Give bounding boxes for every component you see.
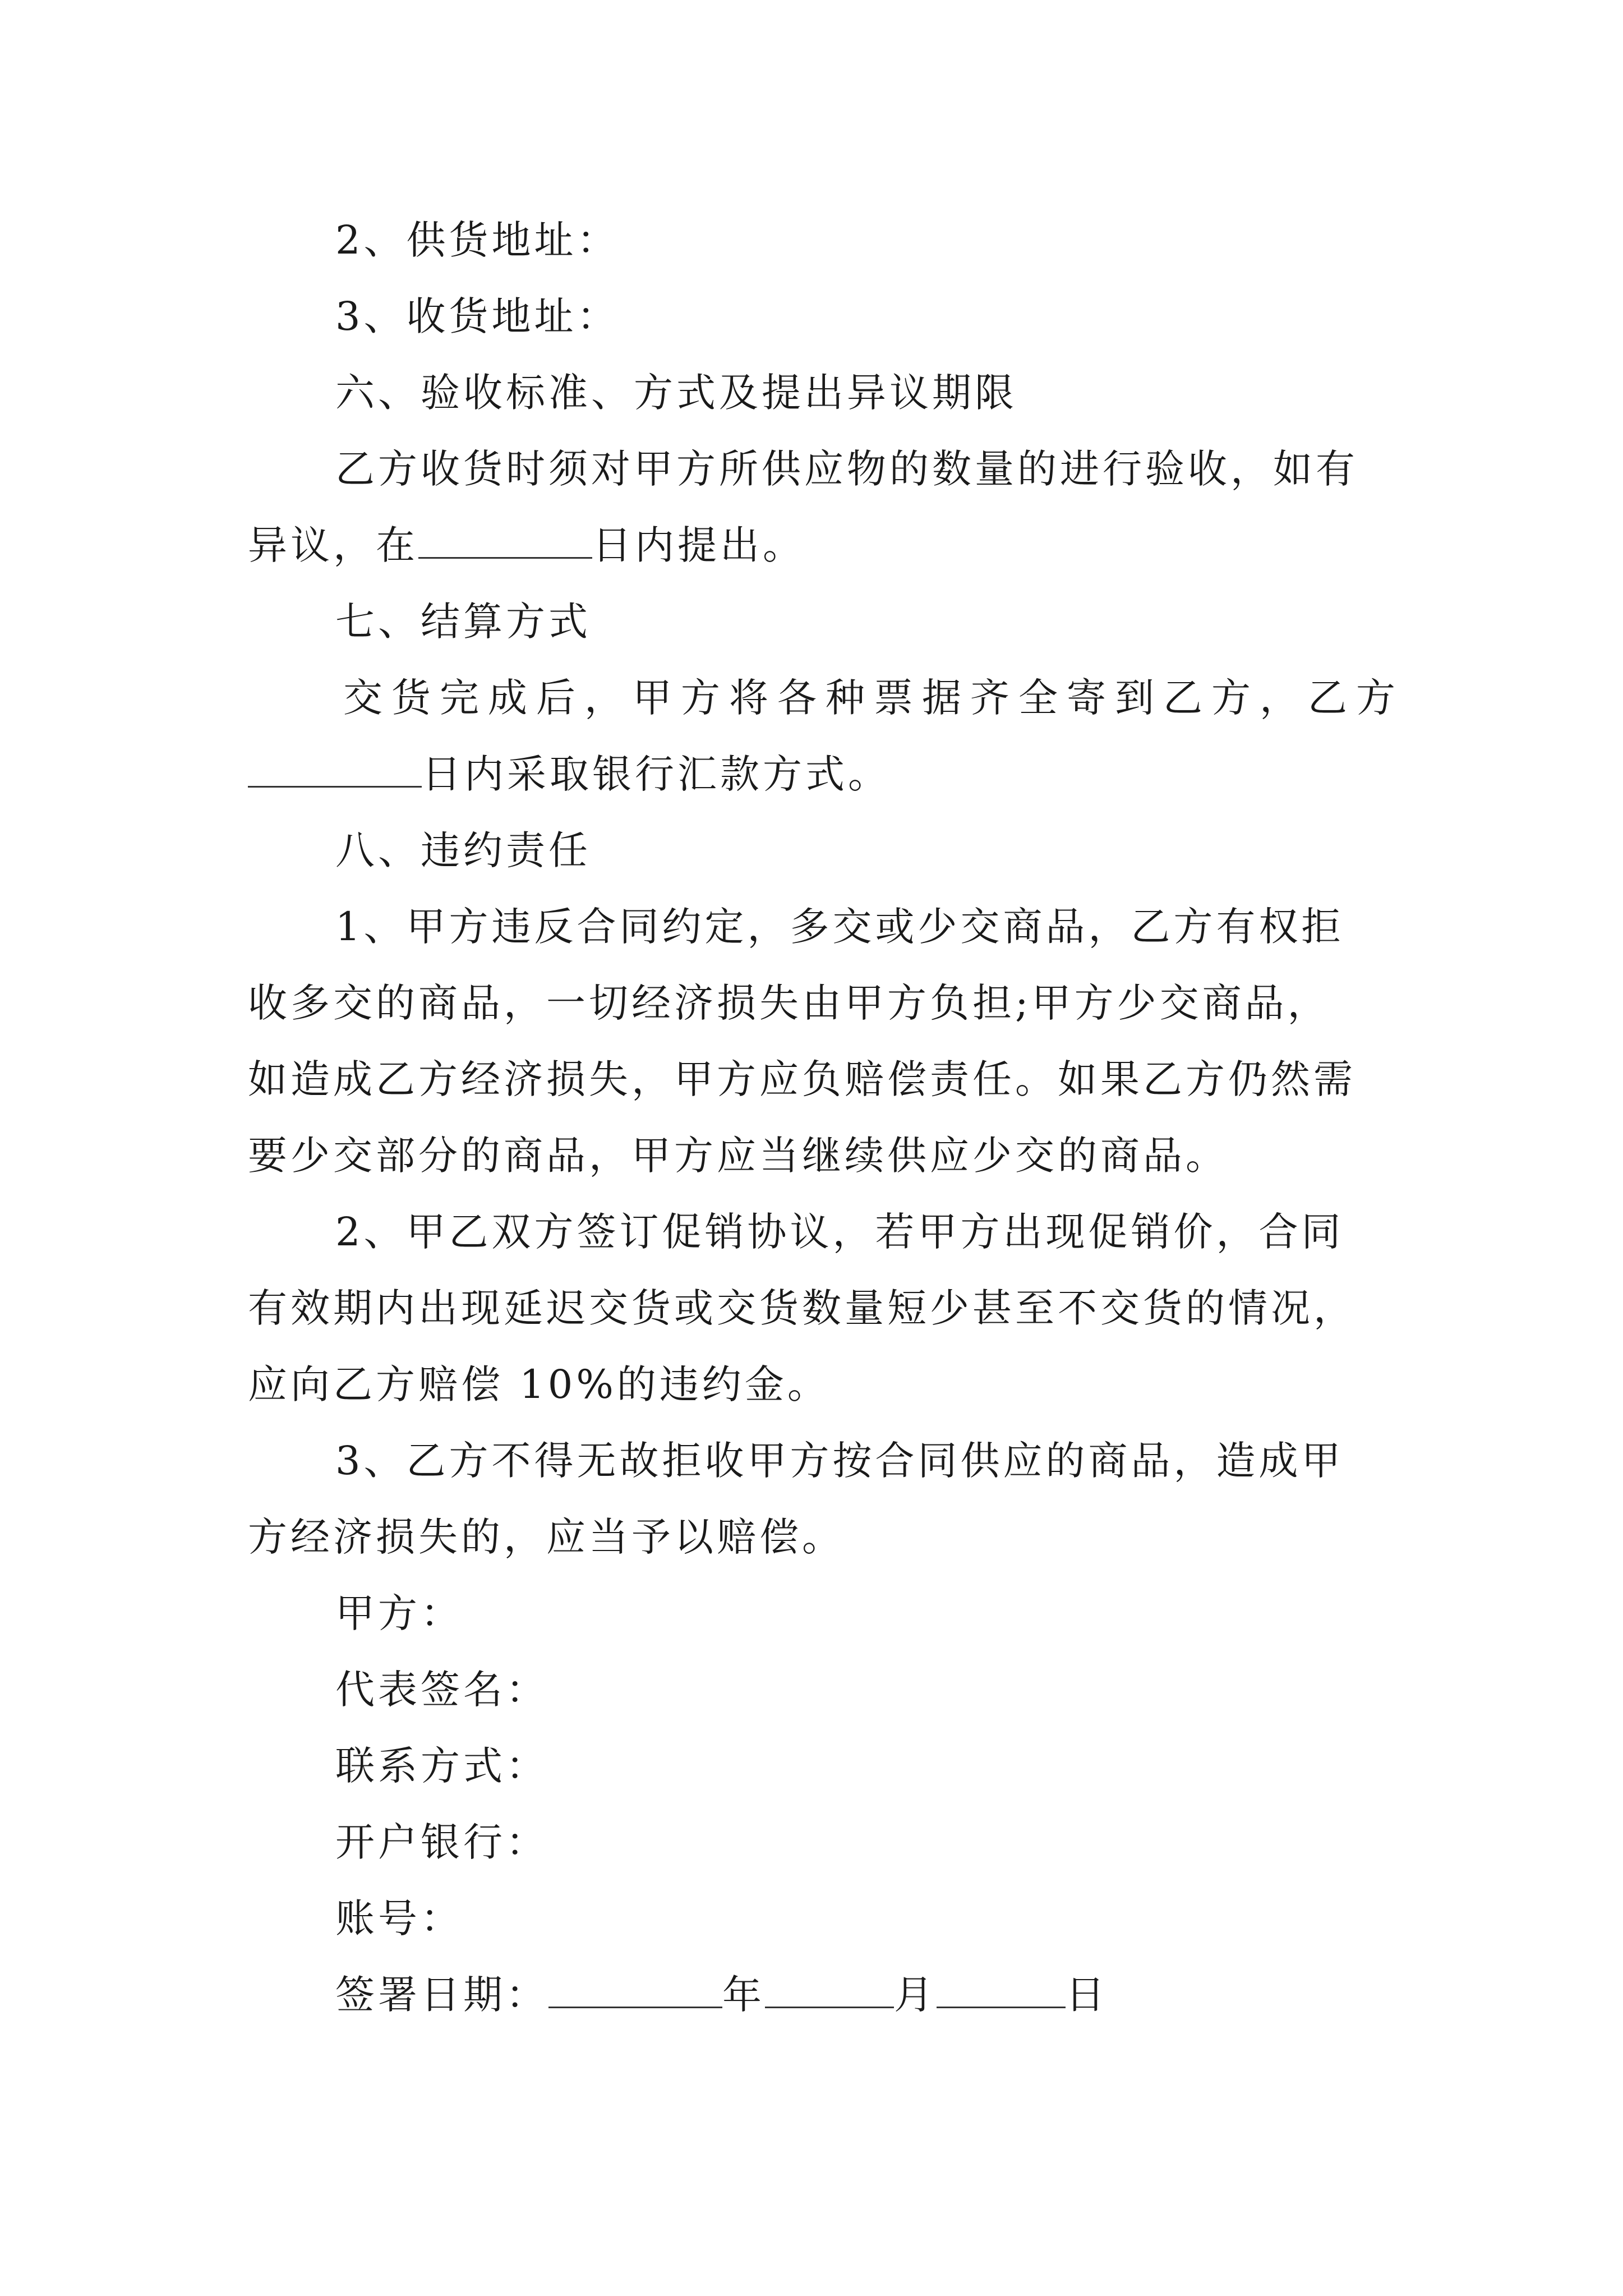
year-label: 年: [722, 1972, 765, 2018]
clause1-line3: 如造成乙方经济损失，甲方应负赔偿责任。如果乙方仍然需: [248, 1056, 1356, 1102]
section6-paragraph-line1: 乙方收货时须对甲方所供应物的数量的进行验收，如有: [335, 446, 1358, 492]
receive-address-line: 3、收货地址：: [335, 293, 620, 339]
clause1-line1: 1、甲方违反合同约定，多交或少交商品，乙方有权拒: [335, 904, 1344, 950]
payment-days-blank-field: [248, 751, 422, 788]
section7-paragraph-line1: 交货完成后，甲方将各种票据齐全寄到乙方，乙方: [343, 675, 1404, 721]
section7-paragraph-line2: [248, 746, 891, 802]
clause1-line4: 要少交部分的商品，甲方应当继续供应少交的商品。: [248, 1133, 1228, 1179]
clause1-line2: 收多交的商品，一切经济损失由甲方负担;甲方少交商品，: [248, 980, 1330, 1026]
clause3-line2: 方经济损失的，应当予以赔偿。: [248, 1514, 845, 1560]
clause2-line2: 有效期内出现延迟交货或交货数量短少甚至不交货的情况，: [248, 1285, 1356, 1331]
day-label: 日: [1066, 1972, 1108, 2018]
contact-method-label: 联系方式：: [335, 1743, 548, 1789]
representative-signature-label: 代表签名：: [335, 1667, 548, 1713]
bank-label: 开户银行：: [335, 1819, 548, 1865]
month-blank-field: [765, 1972, 894, 2008]
month-label: 月: [894, 1972, 937, 2018]
section8-heading: 八、违约责任: [335, 827, 591, 873]
party-a-label: 甲方：: [335, 1590, 463, 1636]
clause3-line1: 3、乙方不得无故拒收甲方按合同供应的商品，造成甲: [335, 1438, 1344, 1484]
clause2-line1: 2、甲乙双方签订促销协议，若甲方出现促销价，合同: [335, 1209, 1344, 1255]
section7-heading: 七、结算方式: [335, 599, 591, 645]
section6-line2-prefix: 异议，在: [248, 522, 418, 568]
section6-paragraph-line2: [248, 517, 805, 573]
clause2-line3: 应向乙方赔偿 10%的违约金。: [248, 1361, 830, 1407]
section6-line2-suffix: 日内提出。: [592, 522, 805, 568]
year-blank-field: [548, 1972, 722, 2008]
section7-line2-suffix: 日内采取银行汇款方式。: [422, 751, 891, 797]
account-number-label: 账号：: [335, 1895, 463, 1941]
day-blank-field: [937, 1972, 1066, 2008]
supply-address-line: 2、供货地址：: [335, 217, 620, 263]
signing-date-label: 签署日期：: [335, 1972, 548, 2018]
section6-heading: 六、验收标准、方式及提出异议期限: [335, 370, 1017, 416]
signing-date-line: [335, 1967, 1108, 2023]
days-blank-field: [418, 522, 592, 559]
